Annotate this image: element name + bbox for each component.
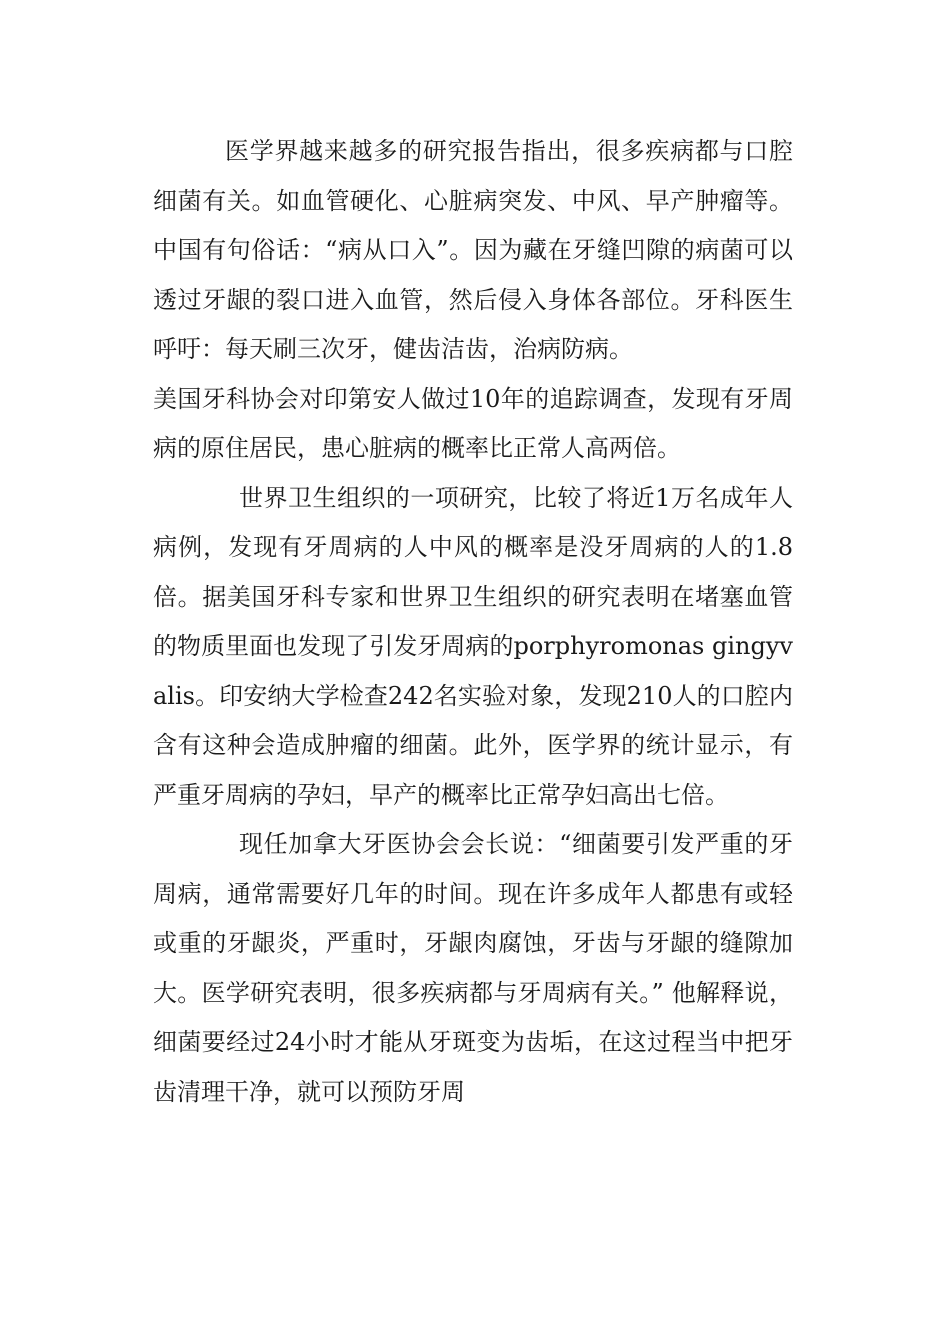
paragraph-oral-bacteria: 医学界越来越多的研究报告指出，很多疾病都与口腔细菌有关。如血管硬化、心脏病突发、中风、早产肿瘤等。中国有句俗话：“病从口入”。因为藏在牙缝凹隙的病菌可以透过牙龈的裂口进入血管，然后侵入身体各部位。牙科医生呼吁：每天刷三次牙，健齿洁齿，治病防病。 (153, 137, 793, 363)
paragraph-who-study: 世界卫生组织的一项研究，比较了将近1万名成年人病例，发现有牙周病的人中风的概率是没牙周病的人的1.8倍。据美国牙科专家和世界卫生组织的研究表明在堵塞血管的物质里面也发现了引发牙周病的porphyromonas gingyvalis。印安纳大学检查242名实验对象，发现210人的口腔内含有这种会造成肿瘤的细菌。此外，医学界的统计显示，有严重牙周病的孕妇，早产的概率比正常孕妇高出七倍。 (153, 483, 793, 809)
paragraph-canadian-dental: 现任加拿大牙医协会会长说：“细菌要引发严重的牙周病，通常需要好几年的时间。现在许多成年人都患有或轻或重的牙龈炎，严重时，牙龈肉腐蚀，牙齿与牙龈的缝隙加大。医学研究表明，很多疾病都与牙周病有关。” 他解释说，细菌要经过24小时才能从牙斑变为齿垢，在这过程当中把牙齿清理干净，就可以预防牙周 (153, 830, 793, 1106)
body-text (153, 127, 793, 1117)
paragraph-ada-survey: 美国牙科协会对印第安人做过10年的追踪调查，发现有牙周病的原住居民，患心脏病的概率比正常人高两倍。 (153, 384, 793, 462)
